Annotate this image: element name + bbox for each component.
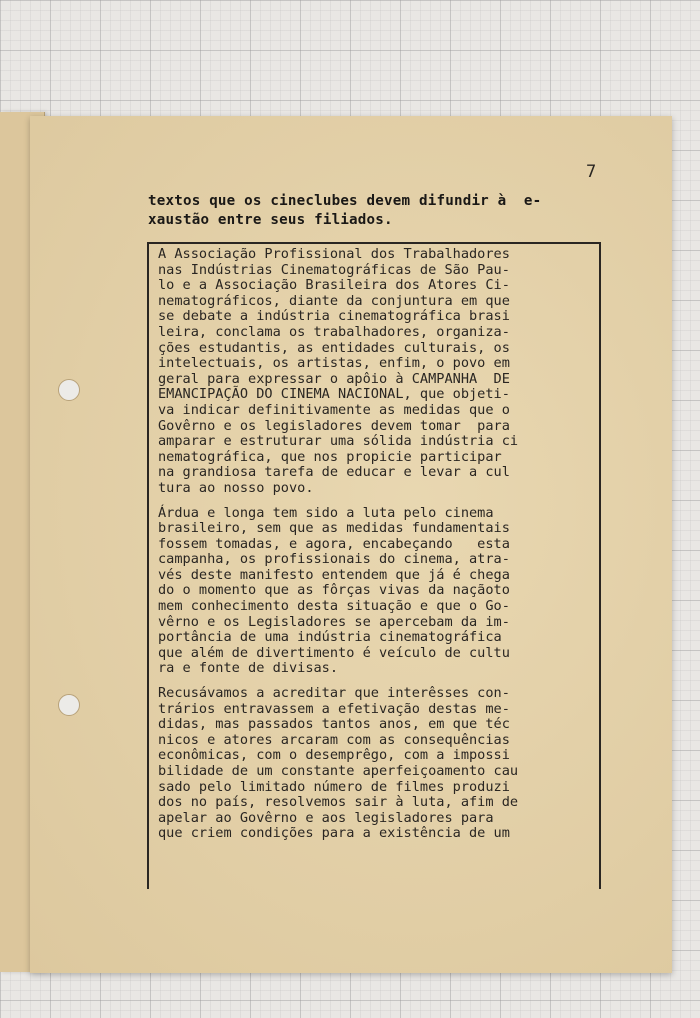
text-line: campanha, os profissionais do cinema, atra- <box>158 551 510 568</box>
text-line: EMANCIPAÇÃO DO CINEMA NACIONAL, que objeti- <box>158 386 510 403</box>
text-line: dos no país, resolvemos sair à luta, afim de <box>158 794 519 811</box>
manifesto-paragraph <box>158 247 594 497</box>
text-line: geral para expressar o apôio à CAMPANHA DE <box>158 370 510 387</box>
text-line: vêrno e os Legisladores se apercebam da im- <box>158 613 510 630</box>
text-line: trários entravassem a efetivação destas me- <box>158 700 510 717</box>
text-line: sado pelo limitado número de filmes produzi <box>158 778 510 795</box>
text-line: apelar ao Govêrno e aos legisladores para <box>158 809 494 826</box>
text-line: bilidade de um constante aperfeiçoamento cau <box>158 763 519 779</box>
text-line: que além de divertimento é veículo de cultu <box>158 644 510 661</box>
text-line: va indicar definitivamente as medidas que o <box>158 401 510 418</box>
text-line: leira, conclama os trabalhadores, organiza- <box>158 323 510 340</box>
text-line: lo e a Associação Brasileira dos Atores Ci- <box>158 277 510 294</box>
text-line: intelectuais, os artistas, enfim, o povo em <box>158 355 510 372</box>
text-line: econômicas, com o desemprêgo, com a impossi <box>158 747 510 764</box>
text-line: fossem tomadas, e agora, encabeçando esta <box>158 535 510 552</box>
text-line: vés deste manifesto entendem que já é chega <box>158 566 510 583</box>
page-number: 7 <box>586 162 597 182</box>
text-line: que criem condições para a existência de um <box>158 825 510 842</box>
intro-line: textos que os cineclubes devem difundir à e- <box>148 193 542 209</box>
punch-hole-lower <box>58 694 80 716</box>
text-line: nematográficos, diante da conjuntura em que <box>158 292 510 309</box>
text-line: Recusávamos a acreditar que interêsses con- <box>158 685 510 702</box>
text-line: ções estudantis, as entidades culturais, os <box>158 339 510 356</box>
text-line: portância de uma indústria cinematográfica <box>158 629 502 646</box>
text-line: ra e fonte de divisas. <box>158 660 339 677</box>
manifesto-text <box>158 247 594 851</box>
text-line: Govêrno e os legisladores devem tomar para <box>158 417 510 434</box>
manifesto-paragraph <box>158 686 594 842</box>
text-line: amparar e estruturar uma sólida indústria ci <box>158 433 519 450</box>
text-line: nematográfica, que nos propicie participar <box>158 448 502 465</box>
text-line: didas, mas passados tantos anos, em que téc <box>158 716 510 733</box>
intro-text <box>148 192 608 230</box>
text-line: nicos e atores arcaram com as consequências <box>158 731 510 748</box>
punch-hole-upper <box>58 379 80 401</box>
text-line: Árdua e longa tem sido a luta pelo cinema <box>158 504 494 521</box>
text-line: na grandiosa tarefa de educar e levar a cul <box>158 464 510 481</box>
text-line: do o momento que as fôrças vivas da naçãoto <box>158 582 510 599</box>
text-line: tura ao nosso povo. <box>158 479 314 496</box>
text-line: A Associação Profissional dos Trabalhadores <box>158 246 510 262</box>
text-line: se debate a indústria cinematográfica brasi <box>158 308 510 325</box>
text-line: nas Indústrias Cinematográficas de São Pau- <box>158 261 510 278</box>
intro-line: xaustão entre seus filiados. <box>148 212 393 228</box>
text-line: brasileiro, sem que as medidas fundamentais <box>158 520 510 537</box>
text-line: mem conhecimento desta situação e que o Go- <box>158 598 510 615</box>
manifesto-paragraph <box>158 506 594 678</box>
